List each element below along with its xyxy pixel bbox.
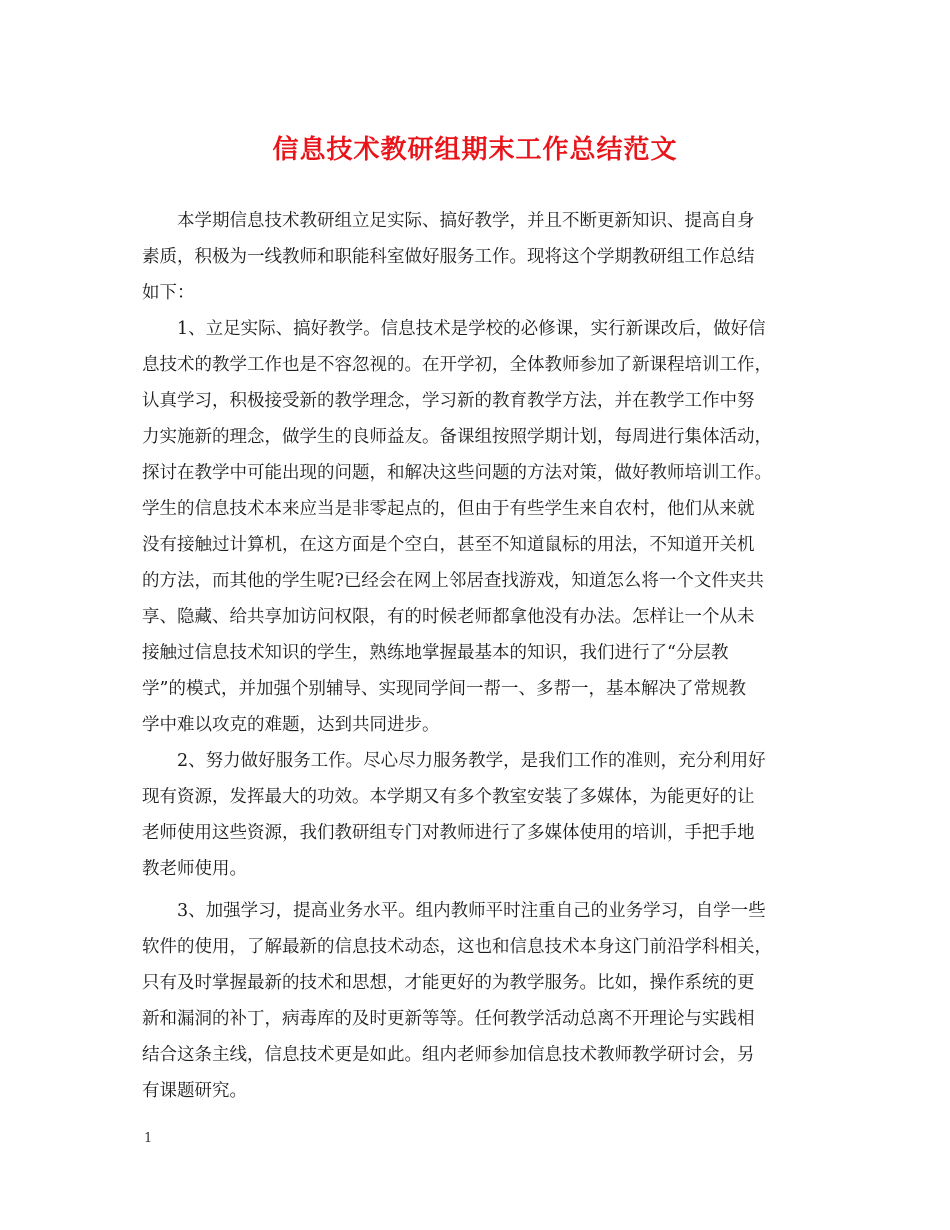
body-line: 认真学习，积极接受新的教学理念，学习新的教育教学方法，并在教学工作中努 [142, 391, 755, 411]
document-title: 信息技术教研组期末工作总结范文 [272, 135, 678, 165]
body-line: 3、加强学习，提高业务水平。组内教师平时注重自己的业务学习，自学一些 [177, 901, 766, 921]
page-number: 1 [144, 1131, 153, 1146]
body-line: 2、努力做好服务工作。尽心尽力服务教学，是我们工作的准则，充分利用好 [177, 751, 766, 771]
body-line: 老师使用这些资源，我们教研组专门对教师进行了多媒体使用的培训，手把手地 [142, 823, 755, 843]
body-line: 的方法，而其他的学生呢?已经会在网上邻居查找游戏，知道怎么将一个文件夹共 [142, 571, 764, 591]
body-line: 如下： [142, 283, 195, 303]
body-line: 学生的信息技术本来应当是非零起点的，但由于有些学生来自农村，他们从来就 [142, 499, 755, 519]
body-line: 享、隐藏、给共享加访问权限，有的时候老师都拿他没有办法。怎样让一个从未 [142, 607, 755, 627]
body-line: 有课题研究。 [142, 1081, 247, 1101]
body-line: 软件的使用，了解最新的信息技术动态，这也和信息技术本身这门前沿学科相关， [142, 937, 772, 957]
body-line: 学中难以攻克的难题，达到共同进步。 [142, 715, 440, 735]
body-line: 只有及时掌握最新的技术和思想，才能更好的为教学服务。比如，操作系统的更 [142, 973, 755, 993]
body-line: 现有资源，发挥最大的功效。本学期又有多个教室安装了多媒体，为能更好的让 [142, 787, 755, 807]
body-line: 结合这条主线，信息技术更是如此。组内老师参加信息技术教师教学研讨会，另 [142, 1045, 755, 1065]
body-line: 学”的模式，并加强个别辅导、实现同学间一帮一、多帮一，基本解决了常规教 [142, 679, 746, 699]
body-line: 1、立足实际、搞好教学。信息技术是学校的必修课，实行新课改后，做好信 [177, 319, 766, 339]
body-line: 教老师使用。 [142, 859, 247, 879]
body-line: 力实施新的理念，做学生的良师益友。备课组按照学期计划，每周进行集体活动， [142, 427, 772, 447]
body-line: 没有接触过计算机，在这方面是个空白，甚至不知道鼠标的用法，不知道开关机 [142, 535, 755, 555]
body-line: 探讨在教学中可能出现的问题，和解决这些问题的方法对策，做好教师培训工作。 [142, 463, 772, 483]
body-line: 本学期信息技术教研组立足实际、搞好教学，并且不断更新知识、提高自身 [177, 211, 755, 231]
body-line: 接触过信息技术知识的学生，熟练地掌握最基本的知识，我们进行了“分层教 [142, 643, 729, 663]
body-line: 息技术的教学工作也是不容忽视的。在开学初，全体教师参加了新课程培训工作， [142, 355, 772, 375]
body-line: 新和漏洞的补丁，病毒库的及时更新等等。任何教学活动总离不开理论与实践相 [142, 1009, 755, 1029]
body-line: 素质，积极为一线教师和职能科室做好服务工作。现将这个学期教研组工作总结 [142, 247, 755, 267]
